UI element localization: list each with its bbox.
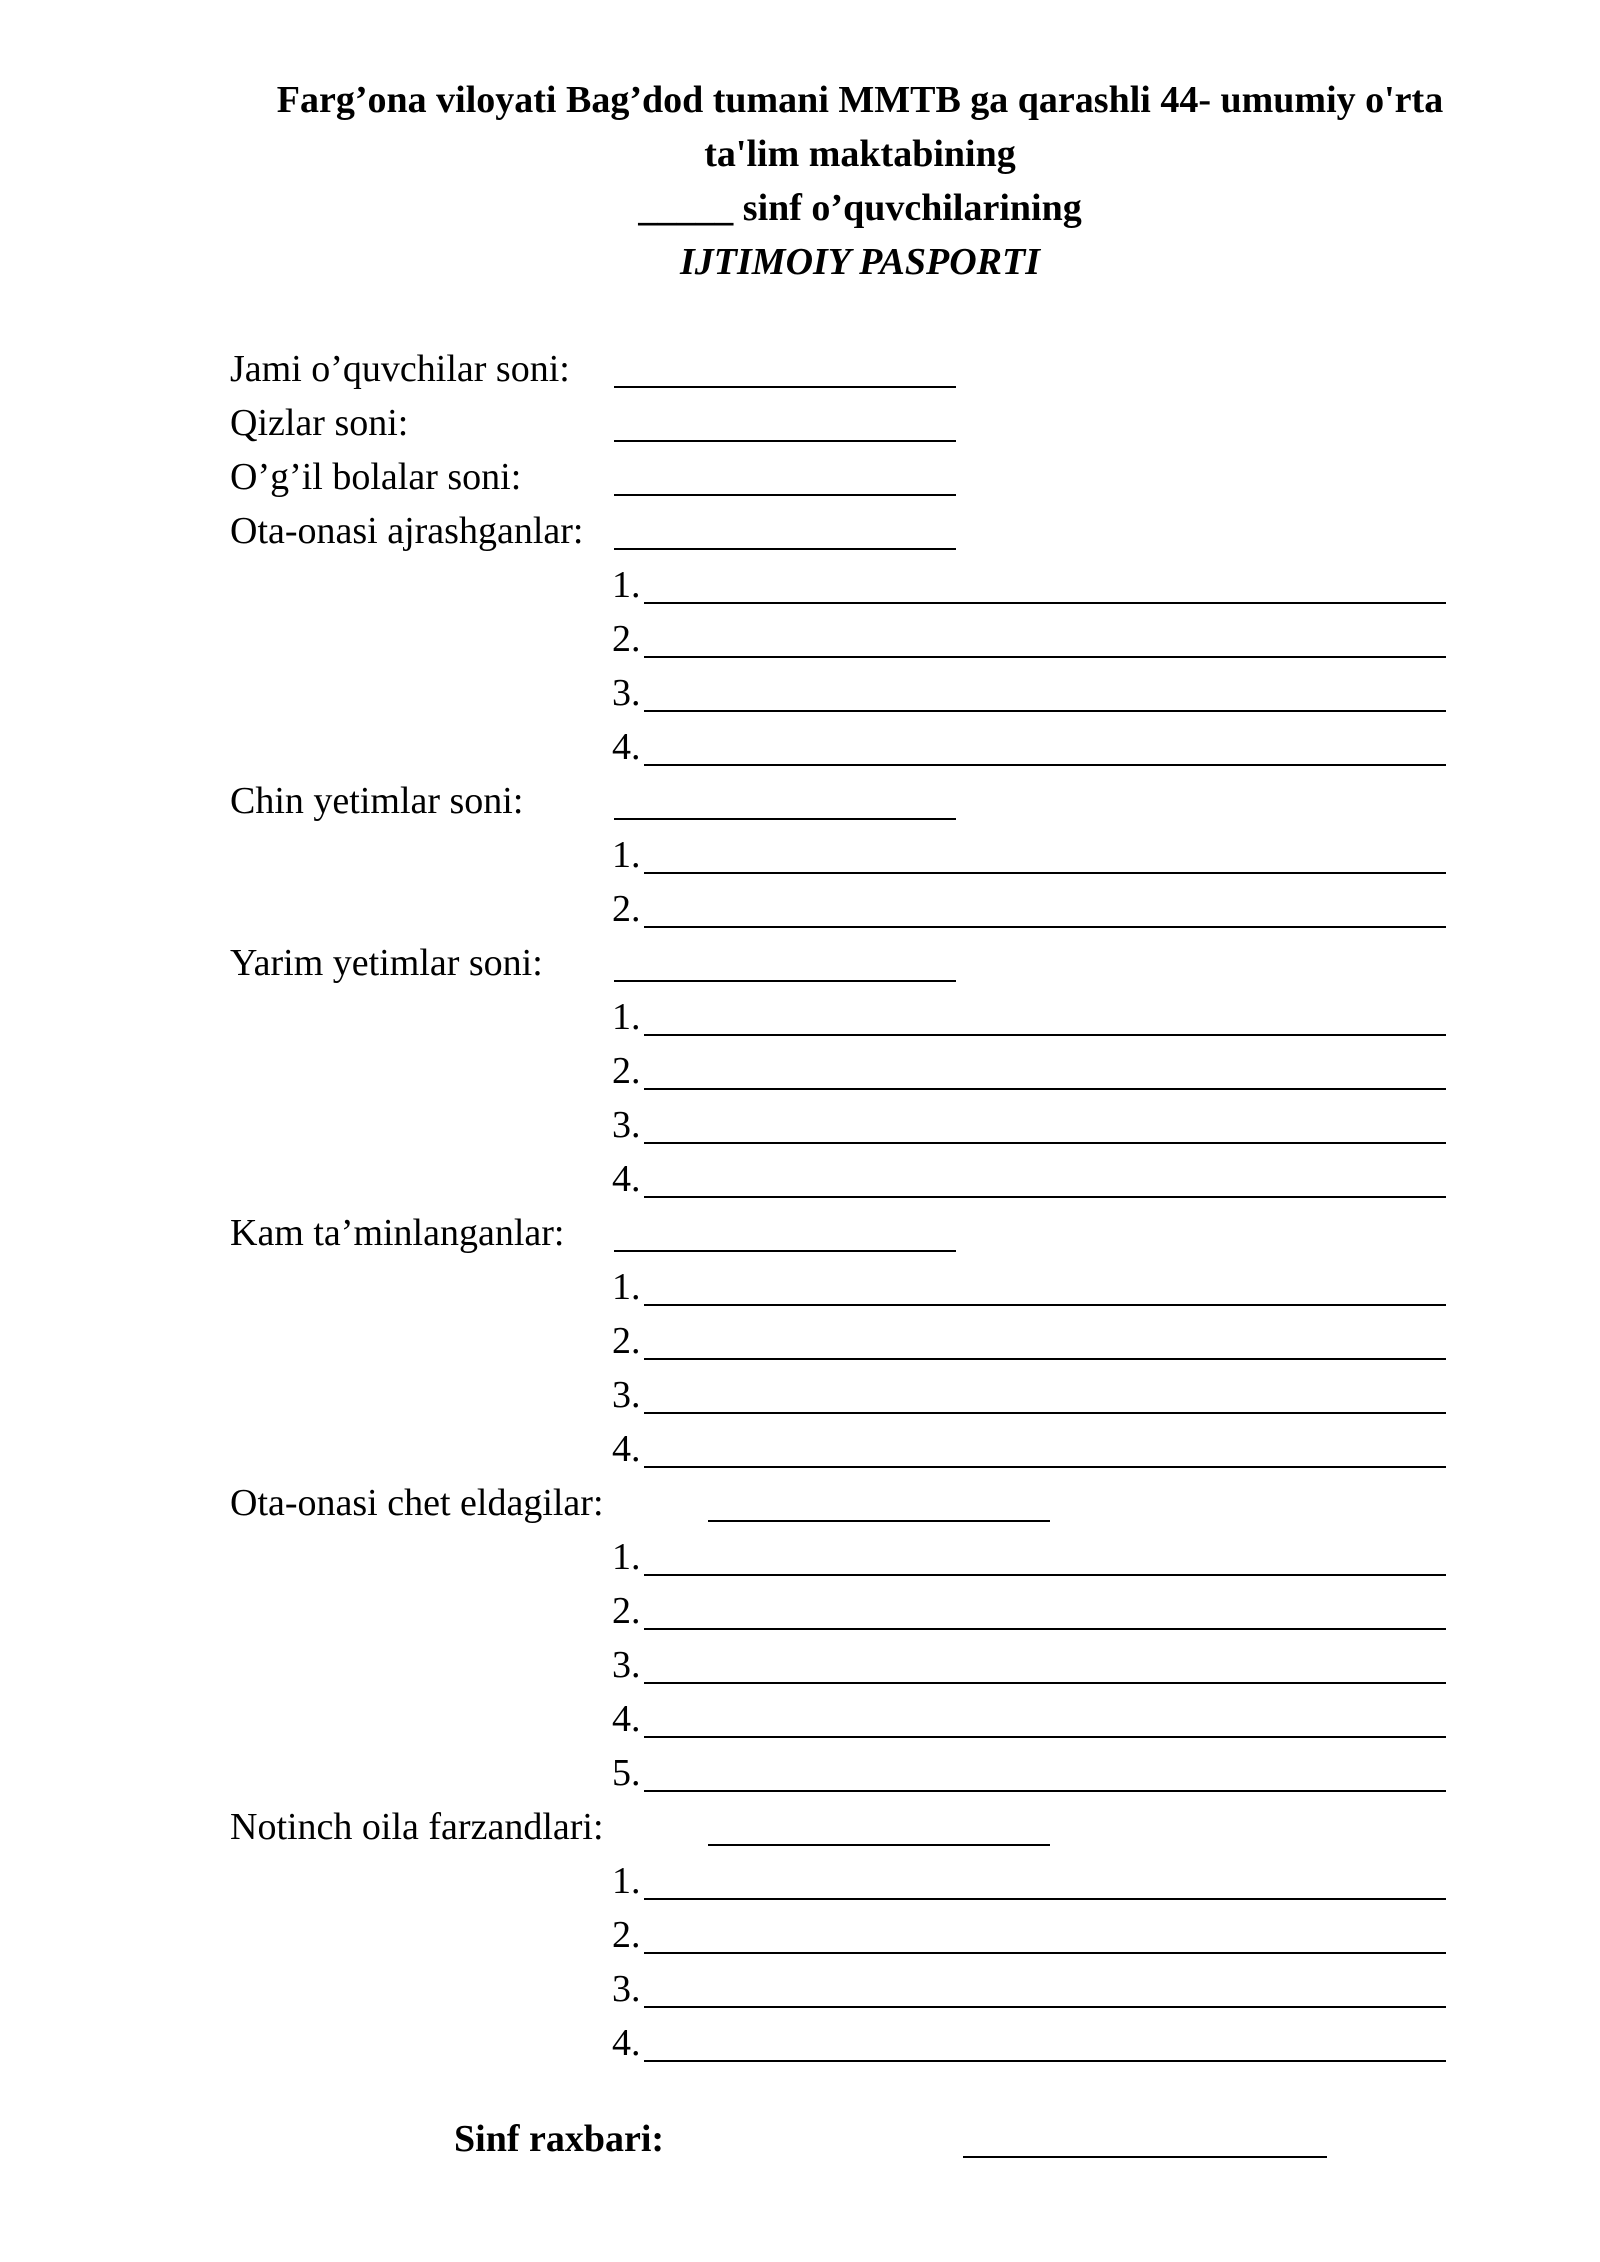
entry-blank-line[interactable] (644, 1952, 1446, 1954)
entry-blank-line[interactable] (644, 764, 1446, 766)
numbered-entry (612, 828, 1412, 882)
entry-number: 1. (612, 1536, 641, 1578)
entry-number: 4. (612, 1698, 641, 1740)
entry-number: 3. (612, 1104, 641, 1146)
numbered-entry (612, 1530, 1412, 1584)
entry-blank-line[interactable] (644, 1736, 1446, 1738)
numbered-entry (612, 1854, 1412, 1908)
numbered-entry (612, 1638, 1412, 1692)
field-label: O’g’il bolalar soni: (230, 456, 522, 498)
field-row-divorced-parents (0, 504, 1600, 558)
entry-blank-line[interactable] (644, 926, 1446, 928)
entry-blank-line[interactable] (644, 1142, 1446, 1144)
entry-number: 4. (612, 1428, 641, 1470)
entry-number: 3. (612, 1968, 641, 2010)
numbered-entry (612, 558, 1412, 612)
entry-number: 4. (612, 1158, 641, 1200)
entry-number: 1. (612, 1860, 641, 1902)
blank-line[interactable] (708, 1520, 1050, 1522)
field-label: Ota-onasi ajrashganlar: (230, 510, 584, 552)
entry-blank-line[interactable] (644, 1574, 1446, 1576)
entry-blank-line[interactable] (644, 1898, 1446, 1900)
numbered-entry (612, 1962, 1412, 2016)
numbered-entry (612, 1746, 1412, 1800)
entry-blank-line[interactable] (644, 1628, 1446, 1630)
field-row-half-orphans (0, 936, 1600, 990)
field-label: Notinch oila farzandlari: (230, 1806, 604, 1848)
numbered-entry (612, 1368, 1412, 1422)
entry-blank-line[interactable] (644, 1682, 1446, 1684)
entry-number: 2. (612, 1320, 641, 1362)
blank-line[interactable] (614, 980, 956, 982)
numbered-entry (612, 612, 1412, 666)
entry-blank-line[interactable] (644, 1304, 1446, 1306)
entry-blank-line[interactable] (644, 1358, 1446, 1360)
entry-number: 2. (612, 1050, 641, 1092)
numbered-entry (612, 720, 1412, 774)
entry-blank-line[interactable] (644, 2006, 1446, 2008)
school-name-line: Farg’ona viloyati Bag’dod tumani MMTB ga qarashli 44- umumiy o'rta (276, 79, 1444, 121)
entry-blank-line[interactable] (644, 1466, 1446, 1468)
entry-number: 3. (612, 1374, 641, 1416)
entry-number: 2. (612, 618, 641, 660)
class-teacher-label: Sinf raxbari: (454, 2118, 665, 2160)
entry-number: 2. (612, 888, 641, 930)
numbered-entry (612, 1152, 1412, 1206)
blank-line[interactable] (614, 386, 956, 388)
entry-number: 1. (612, 996, 641, 1038)
numbered-entry (612, 1422, 1412, 1476)
field-row-total-students (0, 342, 1600, 396)
entry-number: 3. (612, 1644, 641, 1686)
entry-number: 1. (612, 1266, 641, 1308)
field-row-girls (0, 396, 1600, 450)
field-row-parents-abroad (0, 1476, 1600, 1530)
numbered-entry (612, 1584, 1412, 1638)
numbered-entry (612, 666, 1412, 720)
entry-number: 1. (612, 564, 641, 606)
field-label: Yarim yetimlar soni: (230, 942, 543, 984)
blank-line[interactable] (708, 1844, 1050, 1846)
field-row-troubled-families (0, 1800, 1600, 1854)
document-title: IJTIMOIY PASPORTI (680, 241, 1040, 283)
field-row-full-orphans (0, 774, 1600, 828)
field-row-low-income (0, 1206, 1600, 1260)
field-label: Ota-onasi chet eldagilar: (230, 1482, 604, 1524)
field-label: Jami o’quvchilar soni: (230, 348, 570, 390)
entry-number: 1. (612, 834, 641, 876)
entry-blank-line[interactable] (644, 602, 1446, 604)
blank-line[interactable] (614, 818, 956, 820)
numbered-entry (612, 1098, 1412, 1152)
field-label: Chin yetimlar soni: (230, 780, 524, 822)
entry-number: 4. (612, 726, 641, 768)
field-label: Qizlar soni: (230, 402, 409, 444)
entry-blank-line[interactable] (644, 1412, 1446, 1414)
numbered-entry (612, 2016, 1412, 2070)
school-name-line-continued: ta'lim maktabining (704, 133, 1016, 175)
field-row-boys (0, 450, 1600, 504)
entry-blank-line[interactable] (644, 710, 1446, 712)
blank-line[interactable] (614, 1250, 956, 1252)
numbered-entry (612, 990, 1412, 1044)
entry-number: 3. (612, 672, 641, 714)
entry-number: 5. (612, 1752, 641, 1794)
entry-number: 2. (612, 1914, 641, 1956)
blank-line[interactable] (614, 440, 956, 442)
class-students-line: _____ sinf o’quvchilarining (638, 187, 1082, 229)
numbered-entry (612, 1044, 1412, 1098)
entry-blank-line[interactable] (644, 1088, 1446, 1090)
numbered-entry (612, 1692, 1412, 1746)
numbered-entry (612, 1908, 1412, 1962)
numbered-entry (612, 1260, 1412, 1314)
entry-blank-line[interactable] (644, 1790, 1446, 1792)
numbered-entry (612, 1314, 1412, 1368)
entry-number: 2. (612, 1590, 641, 1632)
numbered-entry (612, 882, 1412, 936)
blank-line[interactable] (614, 548, 956, 550)
entry-blank-line[interactable] (644, 1196, 1446, 1198)
entry-number: 4. (612, 2022, 641, 2064)
entry-blank-line[interactable] (644, 2060, 1446, 2062)
blank-line[interactable] (614, 494, 956, 496)
entry-blank-line[interactable] (644, 1034, 1446, 1036)
entry-blank-line[interactable] (644, 656, 1446, 658)
entry-blank-line[interactable] (644, 872, 1446, 874)
signature-blank-line[interactable] (963, 2156, 1327, 2158)
field-label: Kam ta’minlanganlar: (230, 1212, 565, 1254)
